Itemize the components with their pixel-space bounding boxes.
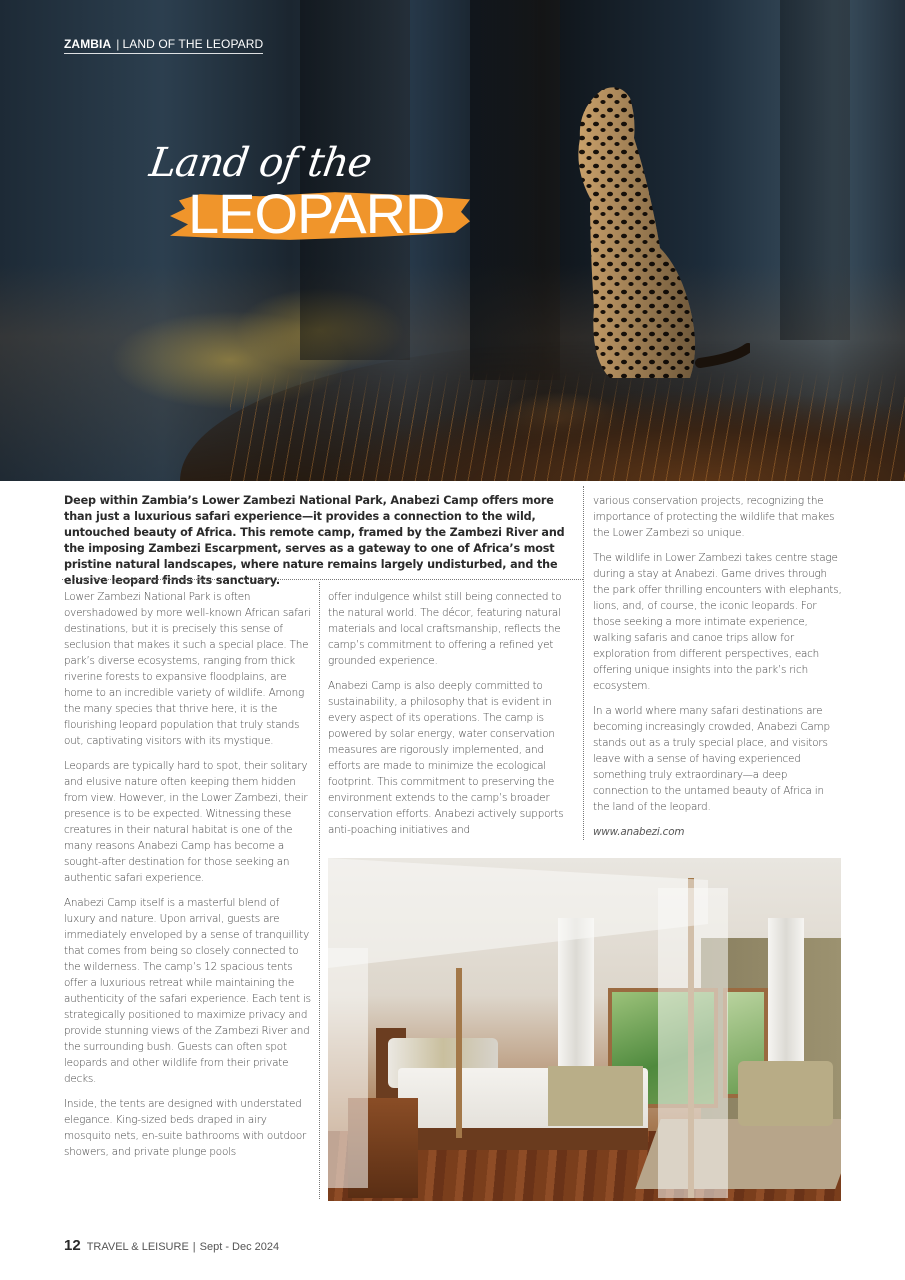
canopy-post	[456, 968, 462, 1138]
title-main: LEOPARD	[188, 182, 445, 245]
tree-trunk	[470, 0, 560, 380]
divider-horizontal	[62, 579, 583, 580]
paragraph: offer indulgence whilst still being connected to the natural world. The décor, featuring natural materials and local craftsmanship, reflects the camp’s commitment to offering a refined yet grounded experience.	[328, 591, 562, 667]
section-header	[64, 37, 263, 54]
mosquito-net	[328, 948, 368, 1188]
section-label: ZAMBIA	[64, 37, 112, 51]
leopard-figure	[550, 78, 750, 398]
page-footer	[64, 1237, 279, 1254]
paragraph: Inside, the tents are designed with understated elegance. King-sized beds draped in airy mosquito nets, en-suite bathrooms with outdoor showers, and private plunge pools	[64, 1098, 307, 1158]
paragraph: The wildlife in Lower Zambezi takes centre stage during a stay at Anabezi. Game drives through the park offer thrilling encounters with elephants, lions, and, of course, the iconic leopards. For those seeking a more intimate experience, walking safaris and canoe trips allow for exploration from different perspectives, each offering unique insights into the park’s rich ecosystem.	[593, 552, 842, 692]
mosquito-net	[658, 888, 728, 1198]
armchair	[738, 1061, 833, 1126]
title-script: Land of the	[146, 140, 374, 186]
paragraph: Anabezi Camp itself is a masterful blend of luxury and nature. Upon arrival, guests are immediately enveloped by a sense of tranquillity that comes from being so closely connected to the wilderness. The camp’s 12 spacious tents offer a luxurious retreat while maintaining the authenticity of the safari experience. Each tent is strategically positioned to maximize privacy and provide stunning views of the Zambezi River and the surrounding bush. Guests can often spot leopards and other wildlife from their private decks.	[64, 897, 311, 1085]
bed-throw	[548, 1066, 643, 1126]
hero-image-leopard	[0, 0, 905, 481]
divider-vertical-col2-col3	[583, 486, 584, 840]
article-column-2	[328, 589, 576, 847]
issue-date: Sept - Dec 2024	[199, 1241, 280, 1253]
article-column-1	[64, 589, 311, 1169]
paragraph: Anabezi Camp is also deeply committed to sustainability, a philosophy that is evident in every aspect of its operations. The camp is powered by solar energy, water conservation measures are rigorously implemented, and efforts are made to minimize the ecological footprint. This commitment to preserving the environment extends to the camp’s broader conservation efforts. Anabezi actively supports anti-poaching initiatives and	[328, 680, 564, 836]
mosquito-net	[328, 858, 708, 968]
website-link[interactable]: www.anabezi.com	[593, 826, 685, 838]
divider-vertical-col1-col2	[319, 582, 320, 1199]
publication-name: TRAVEL & LEISURE	[86, 1241, 189, 1253]
paragraph: various conservation projects, recognizing the importance of protecting the wildlife that makes the Lower Zambezi so unique.	[593, 495, 835, 539]
article-lede: Deep within Zambia’s Lower Zambezi National Park, Anabezi Camp offers more than just a luxurious safari experience—it provides a connection to the wild, untouched beauty of Africa. This remote camp, framed by the Zambezi River and the imposing Zambezi Escarpment, serves as a gateway to one of Africa’s most pristine natural landscapes, where nature remains largely undisturbed, and the elusive leopard finds its sanctuary.	[64, 494, 565, 588]
article-title	[148, 140, 478, 250]
footer-separator: |	[192, 1241, 196, 1253]
paragraph: Leopards are typically hard to spot, their solitary and elusive nature often keeping them hidden from view. However, in the Lower Zambezi, their presence is to be expected. Witnessing these creatures in their natural habitat is one of the many reasons Anabezi Camp has become a sought-after destination for those seeking an authentic safari experience.	[64, 760, 308, 884]
tree-trunk	[780, 0, 850, 340]
section-subtitle: LAND OF THE LEOPARD	[122, 37, 264, 51]
page-number: 12	[64, 1237, 81, 1254]
header-separator: |	[116, 37, 120, 51]
paragraph: In a world where many safari destinations are becoming increasingly crowded, Anabezi Camp stands out as a truly special place, and visitors leave with a sense of having experienced something truly extraordinary—a deep connection to the untamed beauty of Africa in the land of the leopard.	[593, 705, 830, 813]
room-photo	[328, 858, 841, 1201]
bed-frame	[408, 1128, 648, 1150]
paragraph: Lower Zambezi National Park is often overshadowed by more well-known African safari destinations, but it is precisely this sense of seclusion that makes it such a special place. The park’s diverse ecosystems, ranging from thick riverine forests to expansive floodplains, are home to an incredible variety of wildlife. Among the many species that thrive here, it is the flourishing leopard population that truly stands out, captivating visitors with its mystique.	[64, 591, 311, 747]
article-column-3	[593, 493, 843, 849]
